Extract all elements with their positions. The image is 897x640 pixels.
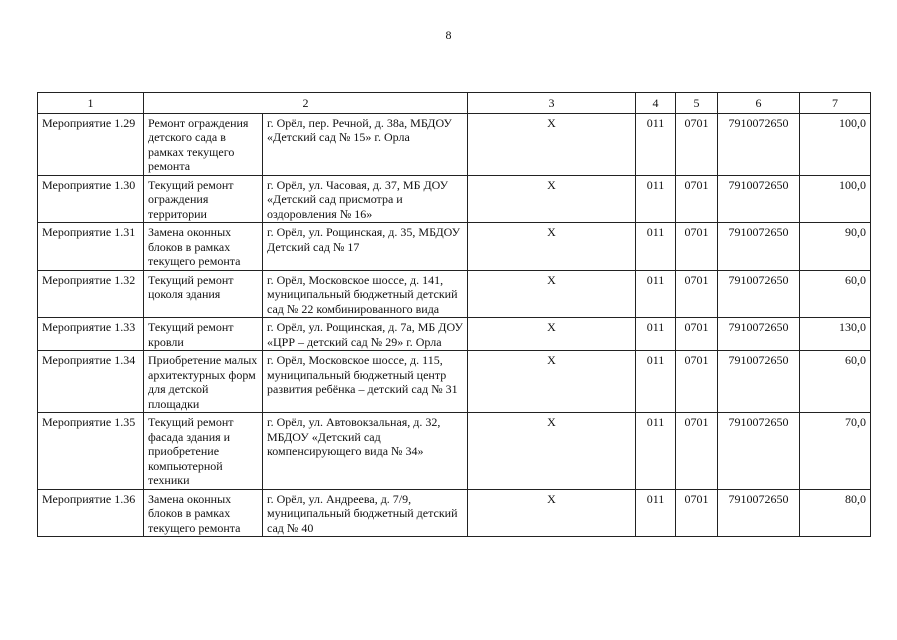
- address-cell: г. Орёл, пер. Речной, д. 38а, МБДОУ «Детский сад № 15» г. Орла: [263, 113, 468, 175]
- work-type-cell: Текущий ремонт ограждения территории: [144, 175, 263, 223]
- column-3-cell: Х: [468, 113, 636, 175]
- activities-table: [37, 92, 871, 537]
- activity-id-cell: Мероприятие 1.36: [38, 489, 144, 537]
- table-row: [38, 318, 871, 351]
- activity-id-cell: Мероприятие 1.31: [38, 223, 144, 271]
- amount-cell: 130,0: [800, 318, 871, 351]
- column-3-cell: Х: [468, 175, 636, 223]
- header-cell-3: 3: [468, 93, 636, 114]
- column-4-cell: 011: [636, 413, 676, 490]
- column-6-cell: 7910072650: [718, 351, 800, 413]
- amount-cell: 60,0: [800, 270, 871, 318]
- column-4-cell: 011: [636, 113, 676, 175]
- column-4-cell: 011: [636, 270, 676, 318]
- address-cell: г. Орёл, ул. Часовая, д. 37, МБ ДОУ «Детский сад присмотра и оздоровления № 16»: [263, 175, 468, 223]
- amount-cell: 90,0: [800, 223, 871, 271]
- table-row: [38, 175, 871, 223]
- column-5-cell: 0701: [676, 113, 718, 175]
- work-type-cell: Замена оконных блоков в рамках текущего ремонта: [144, 223, 263, 271]
- work-type-cell: Текущий ремонт цоколя здания: [144, 270, 263, 318]
- header-cell-4: 4: [636, 93, 676, 114]
- column-3-cell: Х: [468, 318, 636, 351]
- column-6-cell: 7910072650: [718, 223, 800, 271]
- column-6-cell: 7910072650: [718, 175, 800, 223]
- column-6-cell: 7910072650: [718, 318, 800, 351]
- address-cell: г. Орёл, Московское шоссе, д. 115, муниципальный бюджетный центр развития ребёнка – детский сад № 31: [263, 351, 468, 413]
- address-cell: г. Орёл, ул. Рощинская, д. 7а, МБ ДОУ «ЦРР – детский сад № 29» г. Орла: [263, 318, 468, 351]
- work-type-cell: Замена оконных блоков в рамках текущего ремонта: [144, 489, 263, 537]
- activity-id-cell: Мероприятие 1.35: [38, 413, 144, 490]
- work-type-cell: Приобретение малых архитектурных форм для детской площадки: [144, 351, 263, 413]
- column-4-cell: 011: [636, 175, 676, 223]
- column-4-cell: 011: [636, 223, 676, 271]
- work-type-cell: Текущий ремонт фасада здания и приобретение компьютерной техники: [144, 413, 263, 490]
- activity-id-cell: Мероприятие 1.29: [38, 113, 144, 175]
- column-3-cell: Х: [468, 351, 636, 413]
- amount-cell: 70,0: [800, 413, 871, 490]
- table-row: [38, 489, 871, 537]
- column-3-cell: Х: [468, 223, 636, 271]
- column-5-cell: 0701: [676, 489, 718, 537]
- column-3-cell: Х: [468, 413, 636, 490]
- amount-cell: 100,0: [800, 113, 871, 175]
- column-5-cell: 0701: [676, 223, 718, 271]
- work-type-cell: Текущий ремонт кровли: [144, 318, 263, 351]
- column-4-cell: 011: [636, 351, 676, 413]
- header-cell-5: 5: [676, 93, 718, 114]
- column-5-cell: 0701: [676, 175, 718, 223]
- column-5-cell: 0701: [676, 270, 718, 318]
- table-row: [38, 113, 871, 175]
- column-6-cell: 7910072650: [718, 270, 800, 318]
- table-body: [38, 93, 871, 537]
- activity-id-cell: Мероприятие 1.34: [38, 351, 144, 413]
- column-6-cell: 7910072650: [718, 413, 800, 490]
- header-cell-2: 2: [144, 93, 468, 114]
- amount-cell: 80,0: [800, 489, 871, 537]
- amount-cell: 60,0: [800, 351, 871, 413]
- address-cell: г. Орёл, ул. Автовокзальная, д. 32, МБДОУ «Детский сад компенсирующего вида № 34»: [263, 413, 468, 490]
- column-3-cell: Х: [468, 489, 636, 537]
- address-cell: г. Орёл, Московское шоссе, д. 141, муниципальный бюджетный детский сад № 22 комбинированного вида: [263, 270, 468, 318]
- table-header-row: [38, 93, 871, 114]
- header-cell-7: 7: [800, 93, 871, 114]
- page-number: 8: [445, 28, 452, 42]
- table-row: [38, 223, 871, 271]
- column-3-cell: Х: [468, 270, 636, 318]
- activity-id-cell: Мероприятие 1.33: [38, 318, 144, 351]
- column-5-cell: 0701: [676, 351, 718, 413]
- address-cell: г. Орёл, ул. Рощинская, д. 35, МБДОУ Детский сад № 17: [263, 223, 468, 271]
- address-cell: г. Орёл, ул. Андреева, д. 7/9, муниципальный бюджетный детский сад № 40: [263, 489, 468, 537]
- header-cell-6: 6: [718, 93, 800, 114]
- work-type-cell: Ремонт ограждения детского сада в рамках текущего ремонта: [144, 113, 263, 175]
- activity-id-cell: Мероприятие 1.30: [38, 175, 144, 223]
- column-5-cell: 0701: [676, 413, 718, 490]
- column-4-cell: 011: [636, 489, 676, 537]
- column-6-cell: 7910072650: [718, 113, 800, 175]
- header-cell-1: 1: [38, 93, 144, 114]
- activity-id-cell: Мероприятие 1.32: [38, 270, 144, 318]
- table-row: [38, 270, 871, 318]
- column-6-cell: 7910072650: [718, 489, 800, 537]
- amount-cell: 100,0: [800, 175, 871, 223]
- table-row: [38, 351, 871, 413]
- column-4-cell: 011: [636, 318, 676, 351]
- table-row: [38, 413, 871, 490]
- column-5-cell: 0701: [676, 318, 718, 351]
